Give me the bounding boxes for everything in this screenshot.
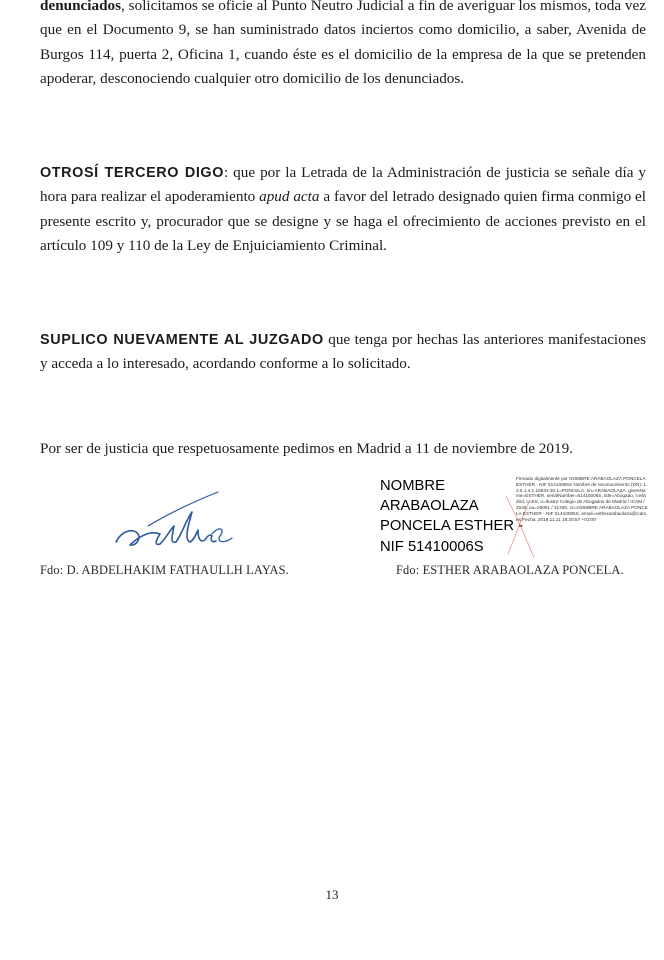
signature-caption-left: Fdo: D. ABDELHAKIM FATHAULLH LAYAS. — [40, 563, 289, 577]
paragraph-closing — [40, 437, 646, 461]
paragraph-otrosi-tercero — [40, 161, 646, 258]
signature-name-line: ARABAOLAZA — [380, 498, 479, 515]
signature-name-line: NIF 51410006S — [380, 538, 484, 555]
handwritten-signature-icon — [108, 490, 243, 560]
paragraph-text: Por ser de justicia que respetuosamente pedimos en Madrid a 11 de noviembre de 2019. — [40, 440, 573, 457]
signature-caption-right: Fdo: ESTHER ARABAOLAZA PONCELA. — [396, 563, 624, 577]
signature-name-line: NOMBRE — [380, 478, 445, 494]
paragraph-text: : que por la Letrada de la Administración de justicia se señale día y hora para realizar el apoderamiento — [40, 164, 646, 206]
paragraph-lead: denunciados — [40, 0, 122, 14]
paragraph-italic: apud acta — [259, 188, 320, 206]
paragraph-lead: SUPLICO NUEVAMENTE AL JUZGADO — [40, 332, 324, 348]
paragraph-text: , solicitamos se oficie al Punto Neutro Judicial a fin de averiguar los mismos, toda vez que en el Documento 9, se han suministrado datos inciertos como domicilio, a saber, Avenida de Burgos 114, puerta 2, Oficina 1, cuando éste es el domicilio de la empresa de la que se pretenden apoderar, desconociendo cualquier otro domicilio de los denunciados. — [40, 0, 646, 87]
paragraph-text: a favor del letrado designado quien firma conmigo el presente escrito y, procurador que se designe y se haga el ofrecimiento de acciones previsto en el artículo 109 y 110 de la Ley de Enjuiciamiento Criminal. — [40, 188, 647, 254]
digital-signature-details: Firmado digitalmente por NOMBRE ARABAOLAZA PONCELA ESTHER - NIF 51410006S Nombre de reconocimiento (DN): 1.3.6.1.4.1.16533.30.1=PONCELA, sn=ARABAOLAZA, givenName=ESTHER, serialNumber=51410006S, title=Abogado, l=Madrid, c=ES, o=Ilustre Colegio de Abogados de Madrid / ICAM / 2045, ou=28001 / 31330, cn=NOMBRE ARABAOLAZA PONCELA ESTHER - NIF 51410006S, email=estherarabaolaza@icam.es Fecha: 2019.11.11 19:20:57 +01'00' — [516, 476, 648, 522]
paragraph-text: que tenga por hechas las anteriores manifestaciones y acceda a lo interesado, acordando conforme a lo solicitado. — [40, 331, 646, 373]
signature-name-line: PONCELA ESTHER - — [380, 518, 524, 535]
paragraph-lead: OTROSÍ TERCERO DIGO — [40, 165, 225, 181]
page-number: 13 — [325, 887, 339, 902]
paragraph-suplico — [40, 328, 646, 377]
paragraph-denunciados — [40, 0, 646, 91]
